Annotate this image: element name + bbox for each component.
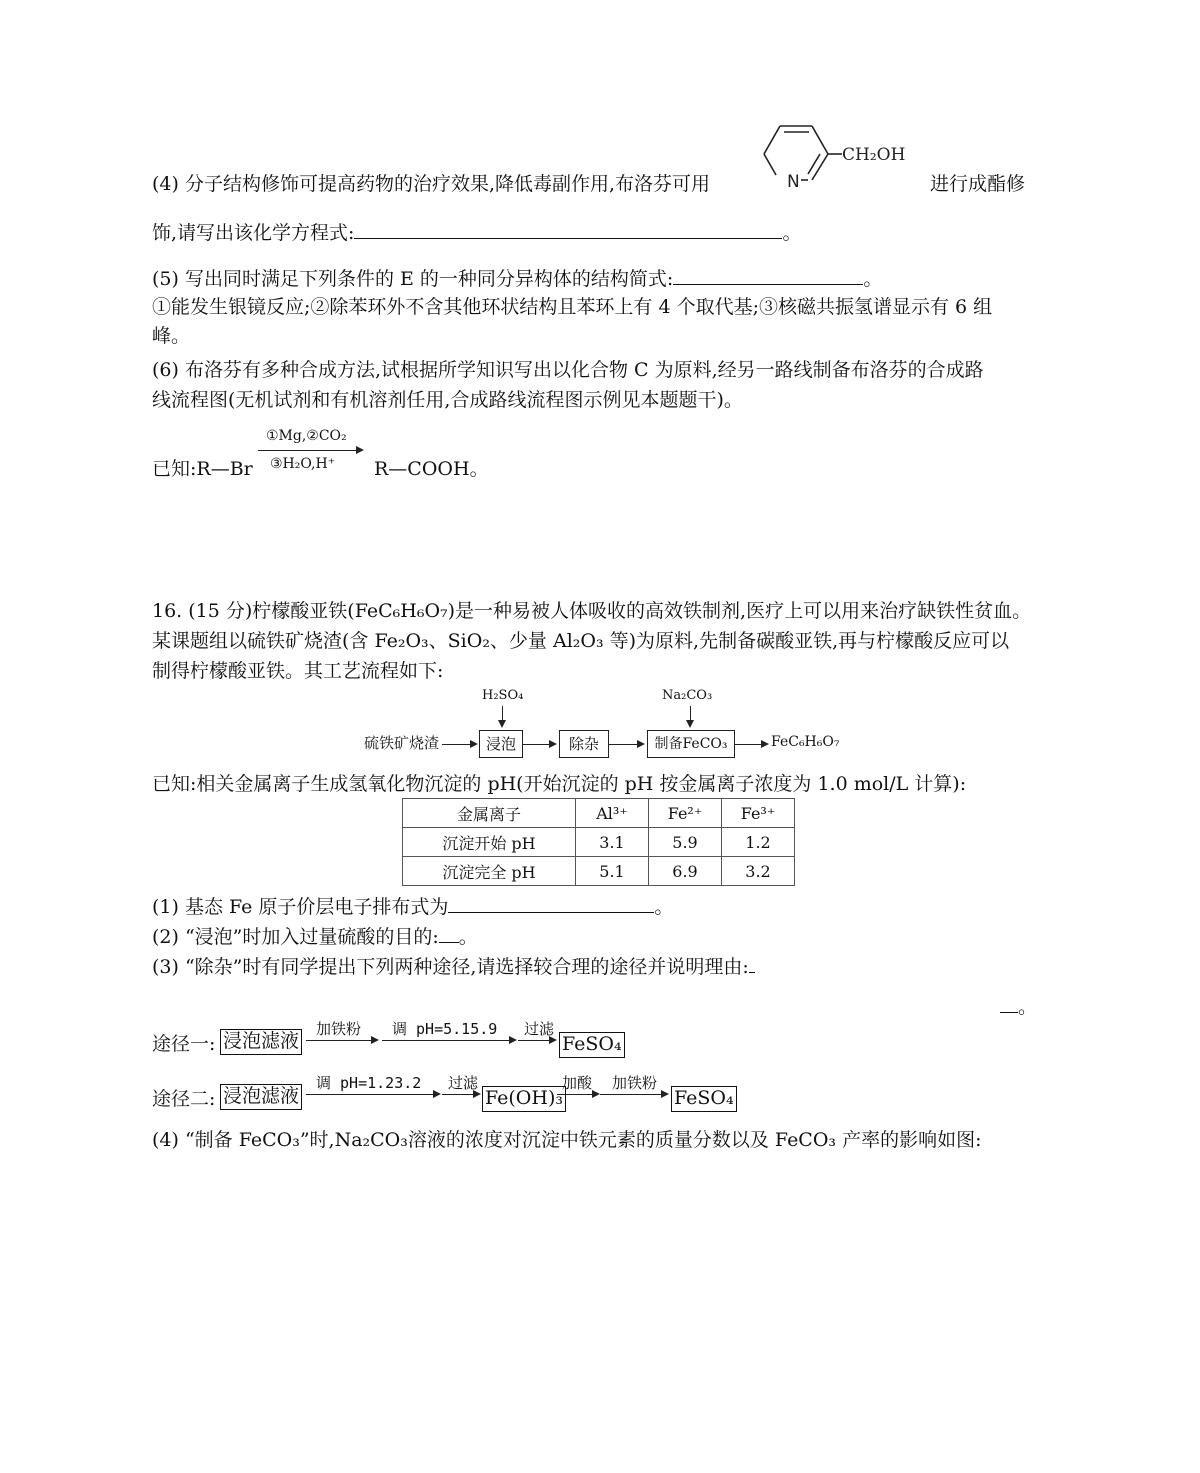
- q6-line1: (6) 布洛芬有多种合成方法,试根据所学知识写出以化合物 C 为原料,经另一路线制备布洛芬的合成路: [152, 359, 984, 381]
- route2-arrow3: [557, 1094, 593, 1095]
- flow-arrow-3-head: [637, 740, 645, 748]
- route2-arrow2-head: [473, 1090, 481, 1098]
- flow-reagent-h2so4: H₂SO₄: [482, 688, 524, 703]
- q4-equation-prompt: 饰,请写出该化学方程式:: [152, 222, 355, 244]
- flow-arrow-2-head: [549, 740, 557, 748]
- q16-part2-text: (2) “浸泡”时加入过量硫酸的目的:: [152, 926, 439, 948]
- q16-line3: 制得柠檬酸亚铁。其工艺流程如下:: [152, 660, 444, 682]
- q4-line2: [152, 220, 801, 245]
- flow-box-prepare: 制备FeCO₃: [647, 730, 735, 758]
- table-cell: 6.9: [649, 857, 722, 886]
- pyridine-n-label: N: [787, 172, 800, 192]
- q6-known-prefix: 已知:R—Br: [152, 458, 253, 480]
- q5-answer-blank[interactable]: [673, 266, 863, 285]
- q6-condition-top: ①Mg,②CO₂: [266, 428, 347, 444]
- route1-start-box: 浸泡滤液: [220, 1029, 302, 1055]
- route1-arrow1: [306, 1040, 372, 1041]
- q16-part1-text: (1) 基态 Fe 原子价层电子排布式为: [152, 896, 449, 918]
- flow-arrow-2: [523, 744, 551, 745]
- flow-box-leach: 浸泡: [479, 730, 523, 758]
- q4-text: (4) 分子结构修饰可提高药物的治疗效果,降低毒副作用,布洛芬可用: [152, 173, 711, 195]
- q16-part3-blank[interactable]: [749, 954, 755, 973]
- ph-table-header-cell: Al³⁺: [576, 799, 649, 828]
- pyridine-methanol-structure: [752, 118, 932, 198]
- table-cell: 3.2: [722, 857, 795, 886]
- q16-part3-text: (3) “除杂”时有同学提出下列两种途径,请选择较合理的途径并说明理由:: [152, 956, 749, 978]
- route2-arrow1-head: [433, 1090, 441, 1098]
- flow-reagent3-line: [690, 706, 691, 720]
- q5-conditions-cont: 峰。: [152, 325, 191, 347]
- q6-arrow-head: [356, 446, 364, 454]
- q16-part3-blank-end[interactable]: [1000, 994, 1018, 1013]
- q6-condition-bottom: ③H₂O,H⁺: [270, 456, 336, 472]
- route1-label: 途径一:: [152, 1033, 216, 1055]
- route2-arrow1: [306, 1094, 434, 1095]
- q16-known: 已知:相关金属离子生成氢氧化物沉淀的 pH(开始沉淀的 pH 按金属离子浓度为 1.0 mol/L 计算):: [152, 773, 967, 795]
- q5-conditions: ①能发生银镜反应;②除苯环外不含其他环状结构且苯环上有 4 个取代基;③核磁共振氢谱显示有 6 组: [152, 296, 993, 318]
- q5-line1: [152, 266, 882, 291]
- flow-start: 硫铁矿烧渣: [364, 734, 440, 752]
- q16-part2-period: 。: [458, 926, 478, 948]
- q16-part2-blank[interactable]: [439, 924, 459, 943]
- table-row: [403, 857, 795, 886]
- route1-arrow1-head: [371, 1036, 379, 1044]
- q16-part1-blank[interactable]: [448, 894, 654, 913]
- route1-end-box: FeSO₄: [559, 1032, 625, 1058]
- table-cell: 5.1: [576, 857, 649, 886]
- flow-box-purify: 除杂: [559, 730, 609, 758]
- table-cell: 5.9: [649, 828, 722, 857]
- flow-reagent1-line: [502, 706, 503, 720]
- route2-mid-box: Fe(OH)₃: [482, 1086, 566, 1112]
- ph-table: [402, 798, 795, 886]
- q4-line1: [152, 173, 710, 196]
- route2-arrow2: [442, 1094, 474, 1095]
- flow-arrow-3: [609, 744, 639, 745]
- q4-period: 。: [782, 222, 802, 244]
- q16-part3-answer-end: [1000, 994, 1037, 1019]
- flow-reagent-na2co3: Na₂CO₃: [662, 688, 713, 703]
- table-cell: 沉淀完全 pH: [403, 857, 576, 886]
- table-row: [403, 828, 795, 857]
- q4-answer-blank[interactable]: [354, 220, 782, 239]
- route2-start-box: 浸泡滤液: [220, 1084, 302, 1110]
- route1-cond1: 加铁粉: [316, 1020, 362, 1038]
- ph-table-header-cell: Fe²⁺: [649, 799, 722, 828]
- flow-end: FeC₆H₆O₇: [771, 734, 840, 750]
- route1-arrow2-head: [509, 1036, 517, 1044]
- route2-cond3: 加酸: [562, 1074, 593, 1092]
- q16-line1: 16. (15 分)柠檬酸亚铁(FeC₆H₆O₇)是一种易被人体吸收的高效铁制剂,医疗上可以用来治疗缺铁性贫血。: [152, 600, 1032, 622]
- flow-arrow-1-head: [470, 740, 478, 748]
- q6-reaction-arrow: [258, 450, 358, 451]
- flow-arrow-4-head: [761, 740, 769, 748]
- q4-line1-end: 进行成酯修: [930, 173, 1026, 195]
- table-cell: 沉淀开始 pH: [403, 828, 576, 857]
- route1-cond2: 调 pH=5.15.9: [392, 1020, 498, 1038]
- q16-part4: (4) “制备 FeCO₃”时,Na₂CO₃溶液的浓度对沉淀中铁元素的质量分数以及 FeCO₃ 产率的影响如图:: [152, 1129, 982, 1151]
- q6-line2: 线流程图(无机试剂和有机溶剂任用,合成路线流程图示例见本题题干)。: [152, 389, 743, 411]
- ph-table-header: [403, 799, 795, 828]
- route2-cond2: 过滤: [448, 1074, 479, 1092]
- q16-part2: [152, 924, 478, 949]
- q5-period: 。: [863, 268, 883, 290]
- route2-arrow3-head: [592, 1090, 600, 1098]
- route1-arrow3-head: [549, 1036, 557, 1044]
- q16-part3: [152, 954, 755, 979]
- route2-arrow4-head: [661, 1090, 669, 1098]
- route2-end-box: FeSO₄: [671, 1086, 737, 1112]
- q6-product: R—COOH。: [374, 458, 489, 480]
- route1-cond3: 过滤: [524, 1020, 555, 1038]
- q5-text: (5) 写出同时满足下列条件的 E 的一种同分异构体的结构简式:: [152, 268, 674, 290]
- route2-cond1: 调 pH=1.23.2: [316, 1074, 422, 1092]
- route2-cond4: 加铁粉: [612, 1074, 658, 1092]
- route2-label: 途径二:: [152, 1088, 216, 1110]
- ph-table-header-cell: Fe³⁺: [722, 799, 795, 828]
- q16-part1: [152, 894, 673, 919]
- q16-line2: 某课题组以硫铁矿烧渣(含 Fe₂O₃、SiO₂、少量 Al₂O₃ 等)为原料,先制备碳酸亚铁,再与柠檬酸反应可以: [152, 630, 1010, 652]
- flow-reagent1-head: [498, 720, 506, 728]
- q16-part3-period: 。: [1018, 996, 1038, 1018]
- table-cell: 3.1: [576, 828, 649, 857]
- route1-arrow3: [518, 1040, 550, 1041]
- flow-arrow-1: [442, 744, 472, 745]
- route2-arrow4: [600, 1094, 662, 1095]
- q16-part1-period: 。: [654, 896, 674, 918]
- route1-arrow2: [382, 1040, 510, 1041]
- ph-table-header-cell: 金属离子: [403, 799, 576, 828]
- flow-arrow-4: [735, 744, 763, 745]
- flow-reagent3-head: [686, 720, 694, 728]
- substituent-label: CH₂OH: [842, 145, 906, 165]
- table-cell: 1.2: [722, 828, 795, 857]
